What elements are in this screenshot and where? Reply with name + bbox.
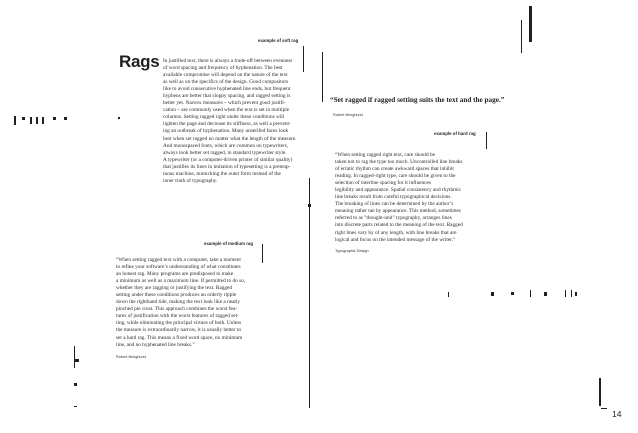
text-line: taken not to rag the type too much. Uncontrolled line breaks [335, 159, 463, 166]
justified-text-column [163, 58, 307, 185]
margin-bar [36, 117, 38, 124]
text-line: ing an outbreak of hyphenation. Many unserifed faces look [163, 128, 289, 135]
text-line: inner truth of typography. [163, 177, 218, 184]
hard-rag-column [335, 152, 485, 255]
text-line: that justifies its lines in imitation of typesetting is a pretenp- [163, 163, 291, 170]
text-line: like to avoid consecutive hyphenated line ends, but frequent [163, 86, 291, 93]
divider-rule-left [322, 52, 323, 102]
text-line: to refine your software’s understanding of what constitutes [116, 264, 241, 271]
bottom-right-dash [601, 408, 607, 409]
text-line: lighten the page and decrease its stiffness, as well a prevent- [163, 121, 291, 128]
text-line: always look better set ragged, in standard typewriter style. [163, 149, 287, 156]
margin-bar [14, 116, 16, 125]
text-line: an honest rag. Many programs are predisposed to make [116, 271, 234, 278]
text-line: as well as on the specifics of the design. Good compositors [163, 79, 289, 86]
pull-quote-author: Robert Bringhurst [333, 113, 363, 117]
bottom-left-stem [74, 346, 75, 368]
text-line: A typewriter (or a computer-driven printer of similar quality) [163, 156, 293, 163]
text-line: selection of interline spacing for it influences [335, 180, 431, 187]
text-line: a minimum as well as a maximum line. If permitted to do so, [116, 278, 246, 285]
hard-rag-rule [486, 132, 487, 149]
right-bar [565, 290, 566, 297]
text-line: available compromise will depend on the nature of the text [163, 72, 288, 79]
text-line: cation – are commonly used when the text is set in multiple [163, 107, 290, 114]
text-line: best when set ragged no matter what the length of the measure. [163, 135, 297, 142]
center-dot [308, 204, 311, 207]
text-line: “When setting ragged right text, care should be [335, 152, 436, 158]
right-bar [491, 292, 494, 296]
top-rule-thick [529, 6, 532, 42]
page-number: 14 [612, 409, 622, 419]
right-column-source: Typographic Design [335, 248, 369, 253]
medium-rag-label: example of medium rag [204, 241, 254, 246]
right-bar [511, 292, 514, 295]
center-rule [309, 178, 310, 408]
text-line: of word spacing and frequency of hyphenation. The best [163, 65, 283, 72]
text-line: of erratic rhythm can create awkward spaces that inhibit [335, 166, 454, 173]
text-line: pinched pie crust. This approach combines the worst fea- [116, 306, 237, 313]
text-line: columns. Setting ragged right under these conditions will [163, 114, 285, 121]
text-line: tures of justification with the worst features of ragged set- [116, 313, 239, 320]
margin-bar [64, 117, 67, 120]
hard-rag-label: example of hard rag [434, 131, 476, 136]
bottom-left-mark [74, 359, 79, 362]
top-rule-thin [521, 20, 522, 53]
page-title: Rags [119, 52, 160, 71]
text-line: setting under these conditions produces an orderly ripple [116, 292, 237, 299]
text-line: The breaking of lines can be determined by the author’s [335, 201, 454, 208]
margin-bar [22, 117, 25, 120]
text-line: ting, while eliminating the principal virtues of both. Unless [116, 320, 242, 327]
text-line: reading. In ragged-right type, care should be given to the [335, 173, 456, 180]
right-bar [571, 290, 572, 297]
text-line: better yet. Narrow measures – which prevent good justifi- [163, 100, 286, 107]
soft-rag-label: example of soft rag [258, 38, 299, 43]
text-line: whether they are ragging or justifying the text. Ragged [116, 285, 233, 292]
medium-rag-rule [262, 244, 263, 263]
medium-rag-column [116, 257, 261, 361]
text-line: legibility and appearance. Spatial consistency and rhythmic [335, 187, 462, 194]
text-line: “When setting ragged text with a computer, take a moment [116, 257, 241, 263]
text-line: into discrete parts related to the meaning of the text. Ragged [335, 222, 463, 229]
text-line: referred to as "thought-unit" typography, arranges lines [335, 215, 452, 222]
margin-bar [53, 117, 56, 120]
left-dot [118, 117, 120, 119]
text-line: the measure is extraordinarily narrow, it is usually better to [116, 327, 241, 334]
text-line: right lines vary by of any length, with line breaks that are [335, 229, 457, 236]
text-line: And monospaced fonts, which are common on typewriters, [163, 142, 289, 149]
margin-bar [42, 117, 44, 124]
pull-quote: “Set ragged if ragged setting suits the text and the page.” [330, 96, 505, 104]
text-line: hyphens are better that sloppy spacing, and ragged setting is [163, 93, 291, 100]
bottom-left-mark [74, 383, 77, 386]
text-line: set a hard rag. This means a fixed word space, no minimum [116, 334, 243, 341]
text-line: logical and focus on the intended message of the writer.” [335, 236, 456, 243]
text-line: meaning rather tan by appearance. This method, sometimes [335, 208, 461, 215]
text-line: tuous machine, mimicking the outer form instead of the [163, 170, 281, 177]
text-line: down the righthand tide, making the text look like a neatly [116, 299, 241, 306]
bottom-right-stem [599, 378, 601, 406]
text-line: In justified text, there is always a trade-off between evenness [163, 58, 293, 64]
margin-bar [30, 117, 32, 124]
text-line: line breaks result from careful typographical decisions. [335, 194, 452, 201]
lower-column-author: Robert Bringhurst [116, 354, 146, 359]
right-bar [530, 290, 531, 297]
right-bar [448, 292, 449, 297]
right-bar [575, 292, 577, 296]
text-line: line, and no hyphenated line breaks.” [116, 341, 195, 348]
bottom-left-mark [74, 406, 77, 407]
right-bar [544, 292, 547, 296]
